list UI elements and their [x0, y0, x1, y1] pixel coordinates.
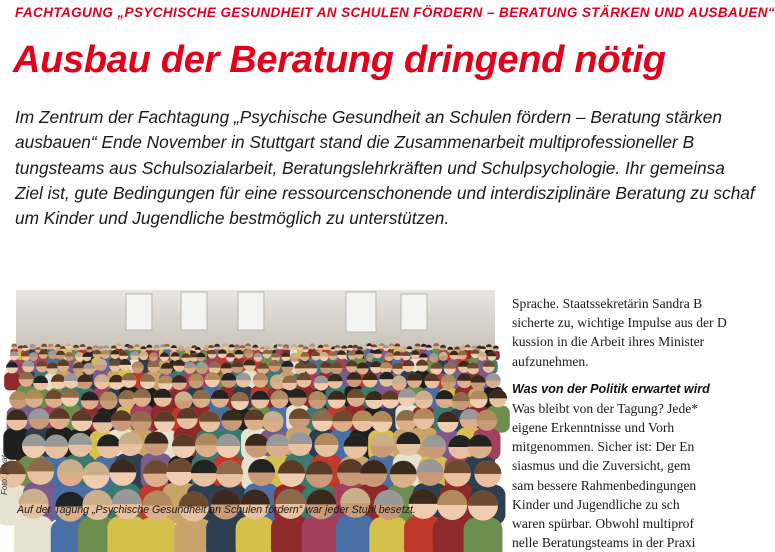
column-line: waren spürbar. Obwohl multiprof: [512, 516, 694, 532]
column-line: aufzunehmen.: [512, 353, 589, 369]
lead-line: Im Zentrum der Fachtagung „Psychische Gesundheit an Schulen fördern – Beratung stärken: [15, 107, 722, 127]
column-line: eigene Erkenntnisse und Vorh: [512, 420, 675, 436]
body-column: [512, 294, 727, 551]
audience-crowd: [0, 343, 510, 552]
column-line: sicherte zu, wichtige Impulse aus der D: [512, 315, 727, 331]
column-line: siasmus und die Zuversicht, gem: [512, 458, 691, 474]
photo-caption: Auf der Tagung „Psychische Gesundheit an Schulen fördern“ war jeder Stuhl besetzt.: [17, 504, 416, 516]
column-line: nelle Beratungsteams in der Praxi: [512, 535, 696, 551]
column-line: Was bleibt von der Tagung? Jede*: [512, 400, 699, 416]
article-headline: Ausbau der Beratung dringend nötig: [13, 39, 666, 81]
column-line: Sprache. Staatssekretärin Sandra B: [512, 296, 703, 311]
lead-line: Ziel ist, gute Bedingungen für eine ressourcenschonende und interdisziplinäre Beratung zu schaf: [15, 182, 755, 203]
column-line: Kinder und Jugendliche zu sch: [512, 496, 680, 512]
lead-line: ausbauen“ Ende November in Stuttgart stand die Zusammenarbeit multiprofessioneller B: [15, 132, 695, 153]
article-kicker: FACHTAGUNG „PSYCHISCHE GESUNDHEIT AN SCHULEN FÖRDERN – BERATUNG STÄRKEN UND AUSBAUEN“: [15, 5, 775, 20]
photo-credit: [0, 455, 12, 495]
photo-credit-text: Foto: privat: [0, 454, 9, 495]
lead-line: um Kinder und Jugendliche bestmöglich zu unterstützen.: [15, 208, 450, 229]
section-subheading: Was von der Politik erwartet wird: [512, 381, 710, 396]
column-line: kussion in die Arbeit ihres Minister: [512, 334, 705, 350]
column-line: mitgenommen. Sicher ist: Der En: [512, 439, 695, 455]
column-line: sam bessere Rahmenbedingungen: [512, 477, 697, 493]
audience-illustration: [16, 290, 495, 495]
conference-audience-photo: [16, 290, 495, 495]
lead-paragraph: [15, 105, 755, 233]
lead-line: tungsteams aus Schulsozialarbeit, Beratungslehrkräften und Schulpsychologie. Ihr gemeinsa: [15, 157, 725, 178]
